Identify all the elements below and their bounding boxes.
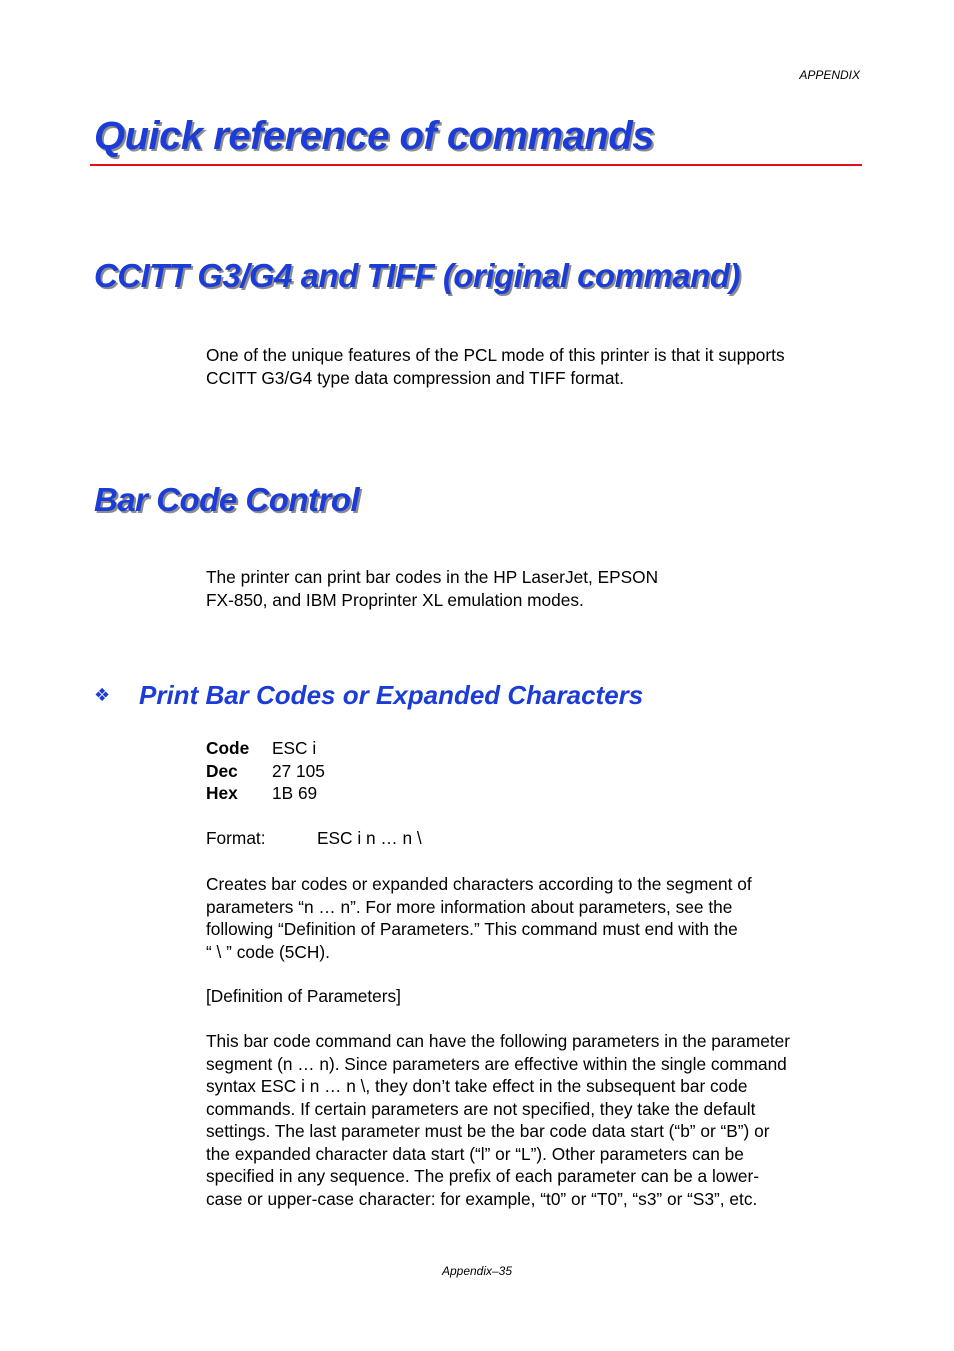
description-line: following “Definition of Parameters.” This command must end with the (206, 919, 738, 939)
hex-value: 1B 69 (272, 783, 318, 803)
definition-line: the expanded character data start (“l” or “L”). Other parameters can be (206, 1143, 744, 1164)
command-codes (206, 737, 325, 805)
title-rule (90, 164, 862, 166)
definition-line: specified in any sequence. The prefix of each parameter can be a lower- (206, 1166, 759, 1186)
bar-code-line: FX-850, and IBM Proprinter XL emulation modes. (206, 589, 584, 610)
definition-line: settings. The last parameter must be the bar code data start (“b” or “B”) or (206, 1121, 770, 1141)
definition-line: syntax ESC i n … n \, they don’t take effect in the subsequent bar code (206, 1076, 748, 1096)
bar-code-paragraph (206, 566, 866, 611)
description-paragraph (206, 873, 866, 963)
ccitt-line: One of the unique features of the PCL mode of this printer is that it supports (206, 345, 785, 365)
hex-label: Hex (206, 783, 238, 803)
ccitt-paragraph (206, 344, 866, 389)
four-diamond-bullet-icon: ❖ (94, 685, 111, 705)
format-label: Format: (206, 828, 266, 848)
page-title: Quick reference of commands (94, 114, 655, 158)
definition-line: This bar code command can have the following parameters in the parameter (206, 1031, 791, 1051)
format-line (206, 828, 422, 849)
subsection-heading (94, 680, 643, 711)
definition-heading (206, 985, 866, 1008)
definition-heading-text: [Definition of Parameters] (206, 986, 401, 1006)
code-value: ESC i (272, 738, 317, 758)
hex-row (206, 782, 325, 805)
definition-line: case or upper-case character: for example, “t0” or “T0”, “s3” or “S3”, etc. (206, 1188, 758, 1209)
definition-line: commands. If certain parameters are not specified, they take the default (206, 1098, 756, 1119)
format-value: ESC i n … n \ (317, 828, 422, 848)
section-heading-bar-code: Bar Code Control (94, 481, 360, 518)
dec-row (206, 760, 325, 783)
subsection-heading-text: Print Bar Codes or Expanded Characters (139, 680, 644, 710)
section-heading-ccitt: CCITT G3/G4 and TIFF (original command) (94, 257, 741, 294)
description-line: parameters “n … n”. For more information about parameters, see the (206, 896, 733, 917)
code-row (206, 737, 325, 760)
dec-label: Dec (206, 760, 238, 781)
code-label: Code (206, 738, 250, 758)
bar-code-line: The printer can print bar codes in the HP LaserJet, EPSON (206, 567, 659, 587)
definition-line: segment (n … n). Since parameters are effective within the single command (206, 1053, 787, 1074)
description-line: Creates bar codes or expanded characters according to the segment of (206, 874, 752, 894)
page-number: Appendix–35 (441, 1264, 513, 1278)
ccitt-line: CCITT G3/G4 type data compression and TIFF format. (206, 367, 625, 388)
dec-value: 27 105 (272, 760, 325, 781)
running-head: APPENDIX (799, 68, 860, 82)
definition-paragraph (206, 1030, 866, 1210)
description-line: “ \ ” code (5CH). (206, 941, 330, 962)
